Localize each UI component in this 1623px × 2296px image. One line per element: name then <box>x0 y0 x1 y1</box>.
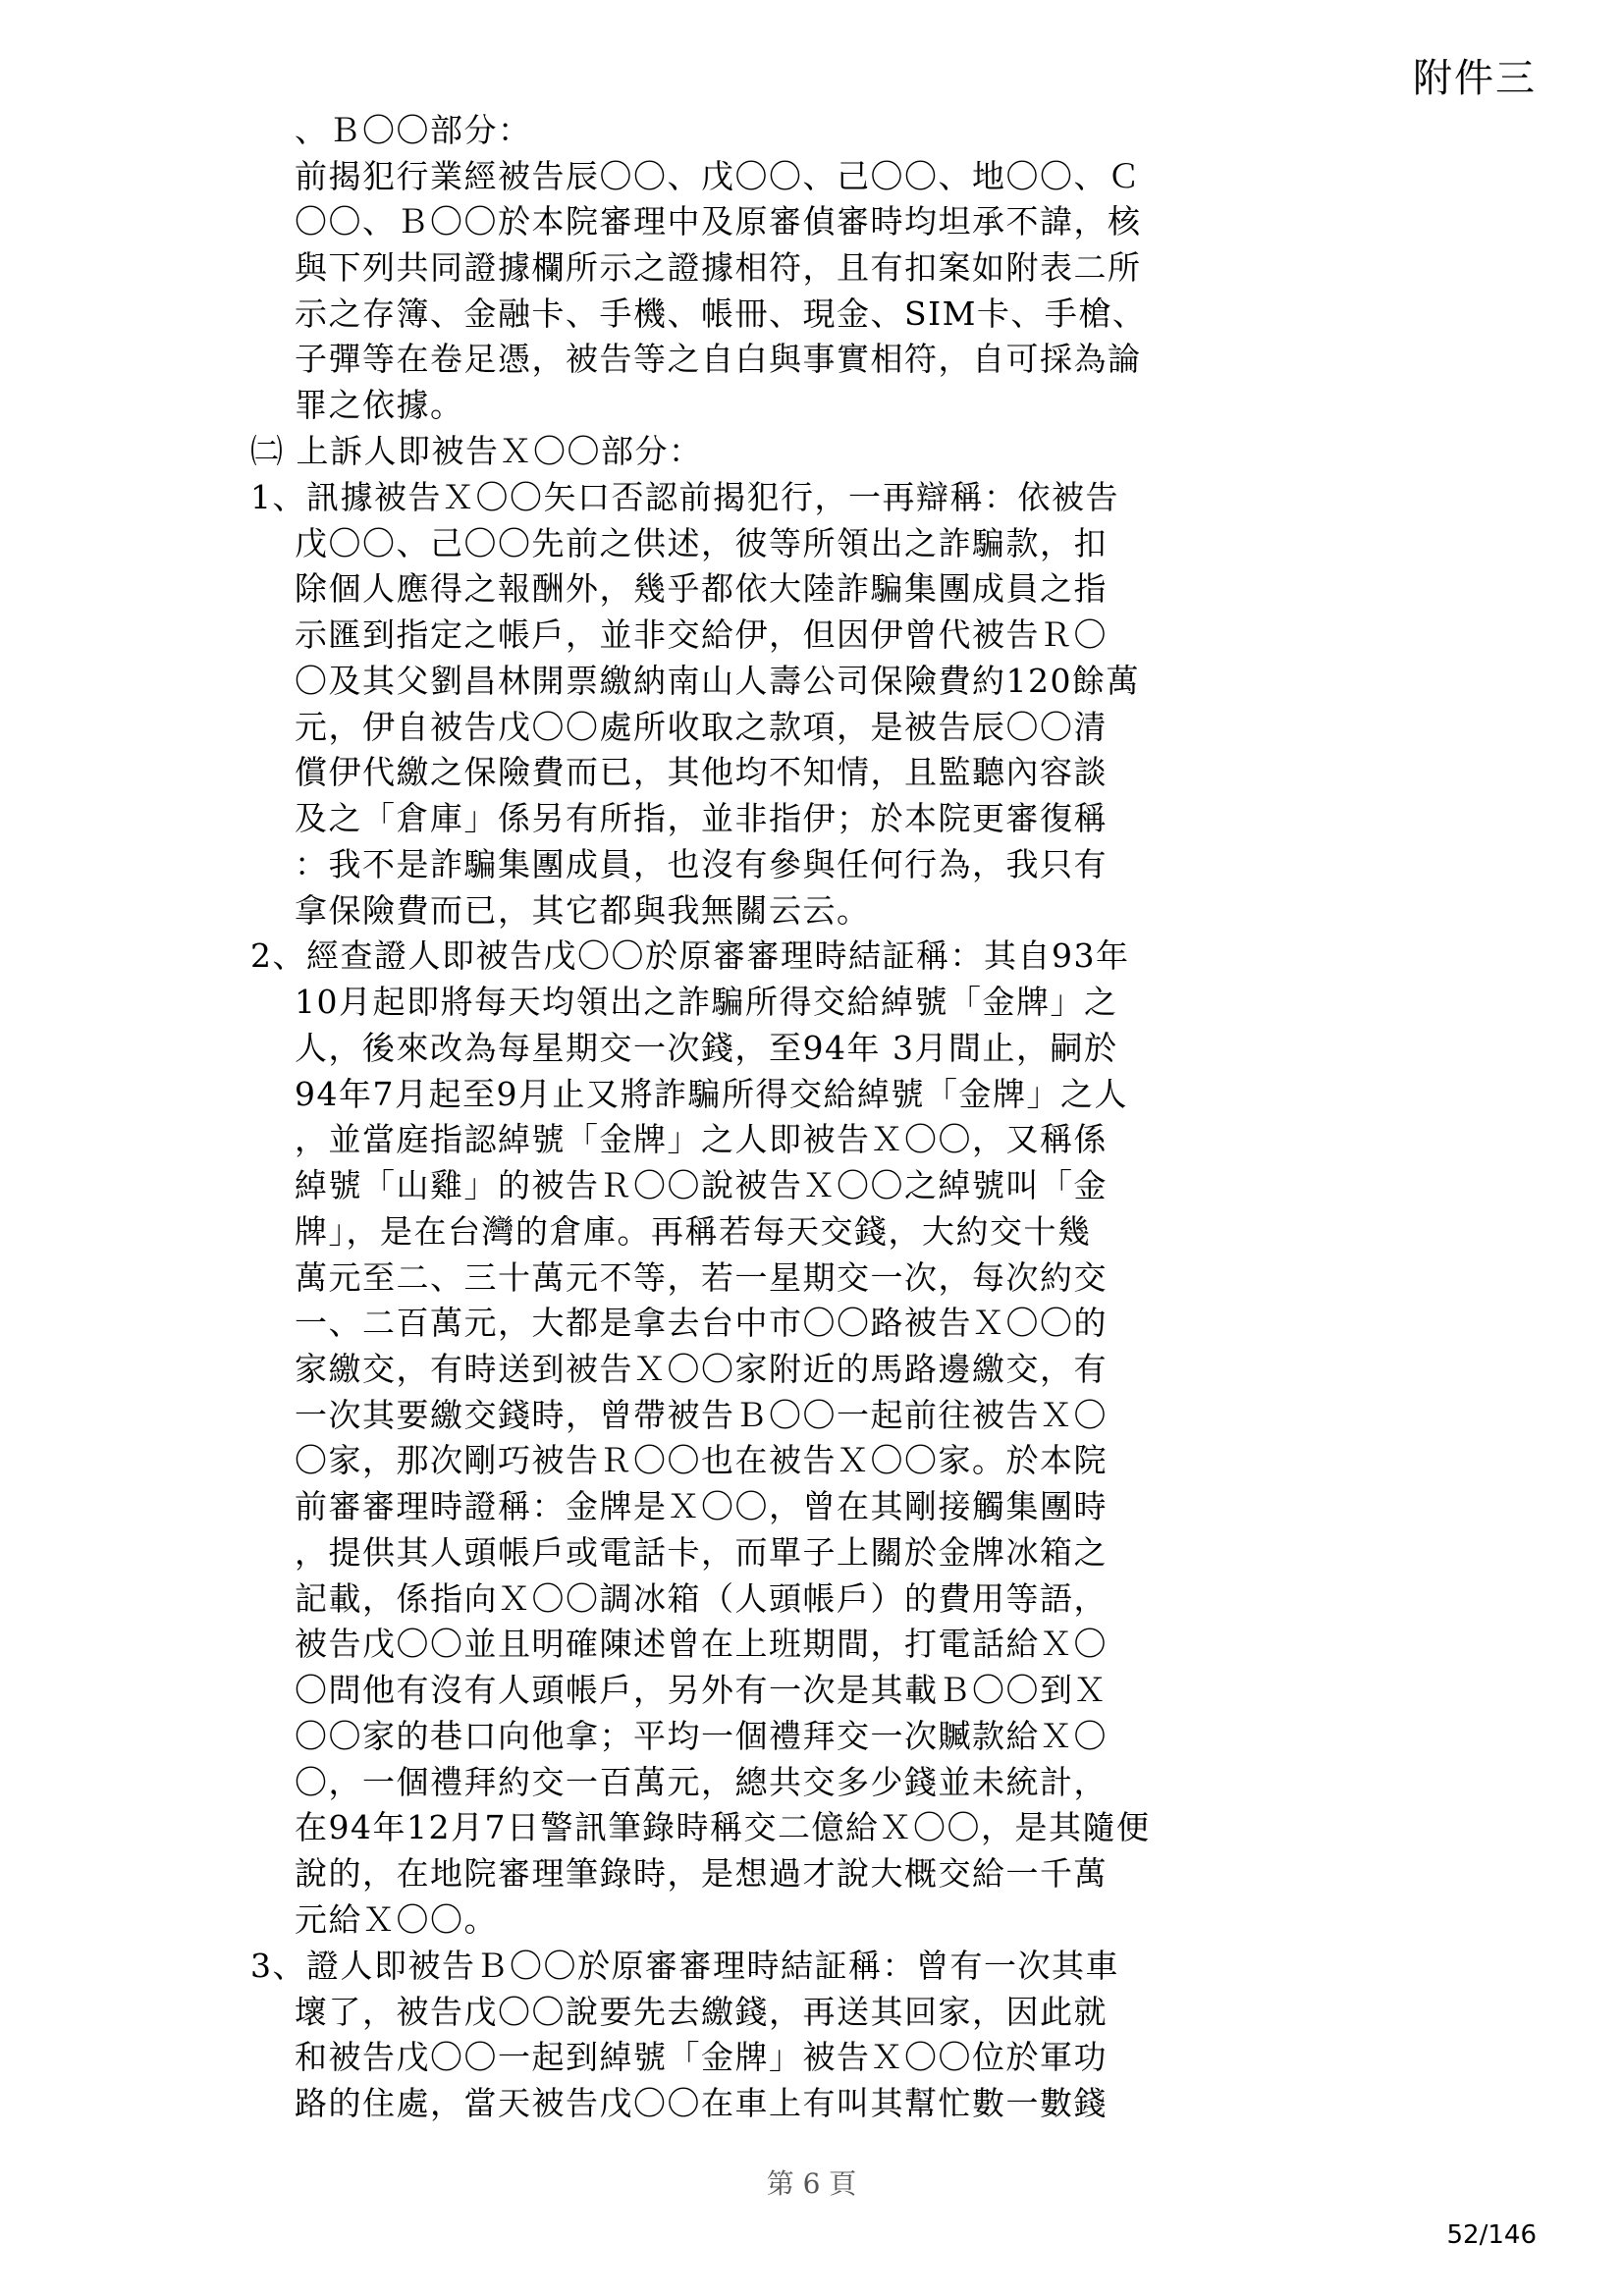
text-line: 綽號「山雞」的被告Ｒ〇〇說被告Ｘ〇〇之綽號叫「金 <box>295 1166 1108 1204</box>
text-line: 〇，一個禮拜約交一百萬元，總共交多少錢並未統計， <box>295 1763 1108 1801</box>
text-line: 〇問他有沒有人頭帳戶，另外有一次是其載Ｂ〇〇到Ｘ <box>295 1671 1108 1709</box>
text-line: 除個人應得之報酬外，幾乎都依大陸詐騙集團成員之指 <box>295 569 1108 608</box>
text-line: 壞了，被告戊〇〇說要先去繳錢，再送其回家，因此就 <box>295 1993 1108 2031</box>
text-line: 10月起即將每天均領出之詐騙所得交給綽號「金牌」之 <box>295 983 1118 1021</box>
text-line: 說的，在地院審理筆錄時，是想過才說大概交給一千萬 <box>295 1854 1108 1893</box>
text-line: 戊〇〇、己〇〇先前之供述，彼等所領出之詐騙款，扣 <box>295 524 1108 562</box>
text-line: ：我不是詐騙集團成員，也沒有參與任何行為，我只有 <box>295 845 1108 883</box>
text-line: 一次其要繳交錢時，曾帶被告Ｂ〇〇一起前往被告Ｘ〇 <box>295 1396 1108 1434</box>
text-line: 拿保險費而已，其它都與我無關云云。 <box>295 891 871 930</box>
text-line: 萬元至二、三十萬元不等，若一星期交一次，每次約交 <box>295 1258 1108 1297</box>
page-count: 52/146 <box>1446 2220 1537 2250</box>
text-line: 路的住處，當天被告戊〇〇在車上有叫其幫忙數一數錢 <box>295 2084 1108 2122</box>
text-line: 人，後來改為每星期交一次錢，至94年 3月間止，嗣於 <box>295 1029 1118 1067</box>
text-line: 被告戊〇〇並且明確陳述曾在上班期間，打電話給Ｘ〇 <box>295 1625 1108 1663</box>
text-line: 3、證人即被告Ｂ〇〇於原審審理時結証稱：曾有一次其車 <box>250 1947 1119 1985</box>
text-line: 及之「倉庫」係另有所指，並非指伊；於本院更審復稱 <box>295 799 1108 837</box>
text-line: 2、經查證人即被告戊〇〇於原審審理時結証稱：其自93年 <box>250 936 1130 975</box>
text-line: 94年7月起至9月止又將詐騙所得交給綽號「金牌」之人 <box>295 1075 1128 1113</box>
text-line: ㈡ 上訴人即被告Ｘ〇〇部分： <box>250 432 703 470</box>
text-line: 牌」，是在台灣的倉庫。再稱若每天交錢，大約交十幾 <box>295 1212 1092 1251</box>
text-line: 和被告戊〇〇一起到綽號「金牌」被告Ｘ〇〇位於軍功 <box>295 2038 1108 2076</box>
text-line: 家繳交，有時送到被告Ｘ〇〇家附近的馬路邊繳交，有 <box>295 1350 1108 1388</box>
text-line: 示之存簿、金融卡、手機、帳冊、現金、SIM卡、手槍、 <box>295 294 1147 333</box>
text-line: 前審審理時證稱：金牌是Ｘ〇〇，曾在其剛接觸集團時 <box>295 1487 1108 1525</box>
text-line: ，並當庭指認綽號「金牌」之人即被告Ｘ〇〇，又稱係 <box>295 1120 1108 1158</box>
text-line: 償伊代繳之保險費而已，其他均不知情，且監聽內容談 <box>295 753 1108 791</box>
text-line: 罪之依據。 <box>295 386 464 424</box>
text-line: 元，伊自被告戊〇〇處所收取之款項，是被告辰〇〇清 <box>295 708 1108 746</box>
text-line: 1、訊據被告Ｘ〇〇矢口否認前揭犯行，一再辯稱：依被告 <box>250 478 1119 516</box>
text-line: ，提供其人頭帳戶或電話卡，而單子上關於金牌冰箱之 <box>295 1533 1108 1572</box>
text-line: 與下列共同證據欄所示之證據相符，且有扣案如附表二所 <box>295 248 1142 287</box>
text-line: 、Ｂ〇〇部分： <box>295 111 532 149</box>
text-line: 〇及其父劉昌林開票繳納南山人壽公司保險費約120餘萬 <box>295 662 1140 700</box>
text-line: 〇〇、Ｂ〇〇於本院審理中及原審偵審時均坦承不諱，核 <box>295 202 1142 240</box>
text-line: 〇家，那次剛巧被告Ｒ〇〇也在被告Ｘ〇〇家。於本院 <box>295 1441 1108 1479</box>
text-line: 前揭犯行業經被告辰〇〇、戊〇〇、己〇〇、地〇〇、Ｃ <box>295 157 1142 195</box>
text-line: 子彈等在卷足憑，被告等之自白與事實相符，自可採為論 <box>295 340 1142 378</box>
text-line: 一、二百萬元，大都是拿去台中市〇〇路被告Ｘ〇〇的 <box>295 1304 1108 1342</box>
text-line: 記載，係指向Ｘ〇〇調冰箱（人頭帳戶）的費用等語， <box>295 1579 1108 1618</box>
text-line: 元給Ｘ〇〇。 <box>295 1900 498 1939</box>
text-line: 示匯到指定之帳戶，並非交給伊，但因伊曾代被告Ｒ〇 <box>295 615 1108 654</box>
page-number: 第 6 頁 <box>766 2167 857 2200</box>
annex-label: 附件三 <box>1413 56 1537 101</box>
text-line: 在94年12月7日警訊筆錄時稱交二億給Ｘ〇〇，是其隨便 <box>295 1808 1151 1846</box>
text-line: 〇〇家的巷口向他拿；平均一個禮拜交一次贓款給Ｘ〇 <box>295 1717 1108 1755</box>
